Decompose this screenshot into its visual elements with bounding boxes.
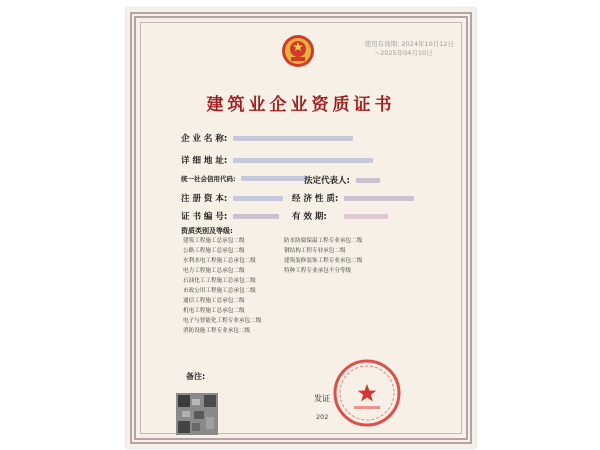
scope-item: 电子与智能化工程专业承包二级 [183,318,262,324]
official-seal-icon [332,358,402,428]
credit-code-row [181,174,309,184]
qr-code-icon [176,393,218,435]
scope-list-right [284,236,362,276]
scope-item: 电力工程施工总承包二级 [183,268,245,274]
economic-nature-label: 经 济 性 质: [292,194,339,204]
scope-item: 机电工程施工总承包二级 [183,308,245,314]
certificate-title: 建筑业企业资质证书 [206,95,396,115]
scope-item: 石油化工工程施工总承包二级 [183,278,256,284]
scope-item: 市政公用工程施工总承包二级 [183,288,256,294]
credit-code-value-redacted [241,176,309,181]
scope-label: 资质类别及等级: [181,227,233,235]
scope-item: 钢结构工程专业承包二级 [284,248,346,254]
valid-period-value-redacted [344,214,388,219]
address-value-redacted [233,158,373,163]
validity-period-text [365,40,454,58]
company-name-value-redacted [233,136,353,141]
scope-item: 建筑工程施工总承包二级 [183,238,245,244]
certificate [126,8,476,448]
cert-no-row [181,210,279,222]
economic-nature-row [292,192,414,204]
scope-item: 公路工程施工总承包二级 [183,248,245,254]
legal-rep-value-redacted [356,178,380,183]
scope-item: 防水防腐保温工程专业承包二级 [284,238,363,244]
address-row [181,154,373,166]
address-label: 详 细 地 址: [181,156,228,166]
company-name-row [181,132,353,144]
valid-period-label: 有 效 期: [292,212,327,222]
scope-list-left [183,236,261,336]
scope-item: 建筑装修装饰工程专业承包二级 [284,258,363,264]
national-emblem-icon [280,33,316,69]
validity-line-1: 使用有效期: 2024年10月12日 [364,40,454,48]
remark-label: 备注: [186,372,206,381]
company-name-label: 企 业 名 称: [181,134,228,144]
scope-item: 通信工程施工总承包二级 [183,298,245,304]
scope-item: 特种工程专业承包不分等级 [284,268,352,274]
capital-label: 注 册 资 本: [181,194,228,204]
scope-item: 水利水电工程施工总承包二级 [183,258,256,264]
legal-rep-label: 法定代表人: [304,176,350,186]
scope-item: 消防设施工程专业承包二级 [183,328,251,334]
credit-code-label: 统一社会信用代码: [181,175,236,183]
issuer-label: 发证 [314,394,330,403]
capital-value-redacted [233,196,283,201]
cert-no-label: 证 书 编 号: [181,212,228,222]
economic-nature-value-redacted [344,196,414,201]
validity-line-2: ~2025年04月10日 [374,49,433,57]
issue-date: 202 [316,413,329,421]
capital-row [181,192,283,204]
valid-period-row [292,210,388,222]
legal-rep-row [304,174,380,186]
cert-no-value-redacted [233,214,279,219]
